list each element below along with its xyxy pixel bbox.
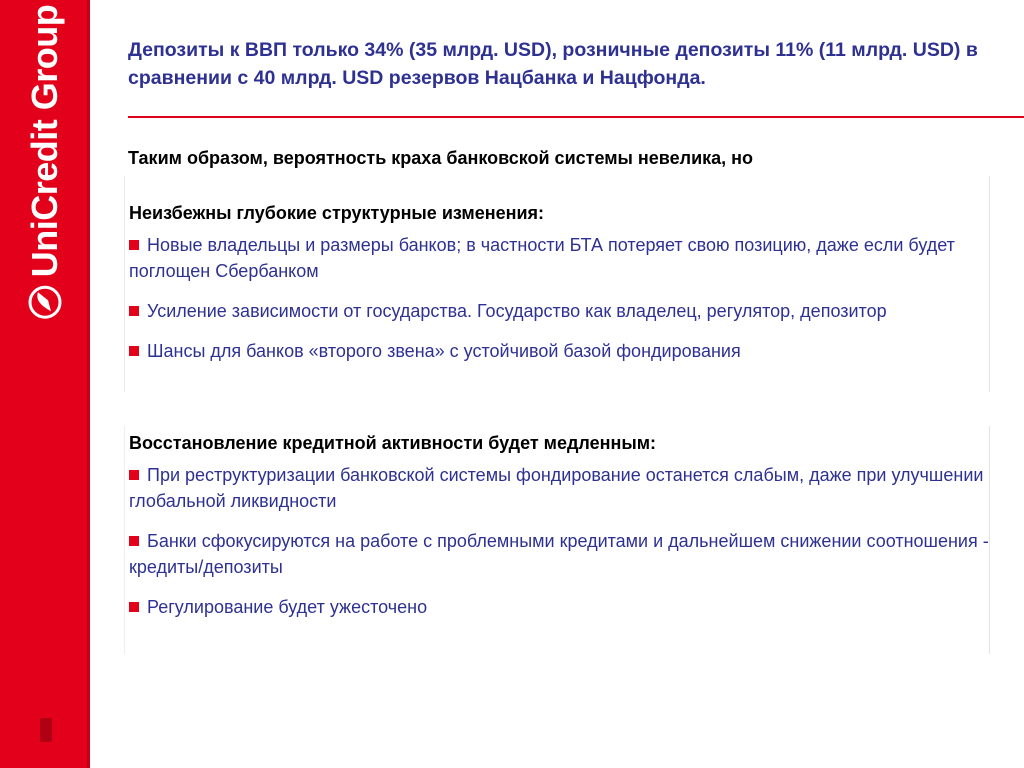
unicredit-emblem-icon <box>28 285 62 319</box>
bullet-item <box>129 338 989 364</box>
unicredit-logo <box>24 5 66 319</box>
section-heading: Восстановление кредитной активности будет медленным: <box>129 433 657 453</box>
sidebar-decoration-mark <box>40 718 52 742</box>
bullet-item <box>129 594 989 620</box>
slide-title: Депозиты к ВВП только 34% (35 млрд. USD), розничные депозиты 11% (11 млрд. USD) в сравнении с 40 млрд. USD резервов Нацбанка и Нацфонда. <box>128 39 978 89</box>
section-structural-changes <box>124 176 990 392</box>
bullet-list <box>125 462 989 620</box>
brand-sidebar <box>0 0 90 768</box>
bullet-square-icon <box>129 470 139 480</box>
bullet-text: Новые владельцы и размеры банков; в частности БТА потеряет свою позицию, даже если будет поглощен Сбербанком <box>129 235 955 281</box>
bullet-text: Банки сфокусируются на работе с проблемными кредитами и дальнейшем снижении соотношения - кредиты/депозиты <box>129 531 989 577</box>
title-divider <box>128 116 1024 118</box>
bullet-item <box>129 462 989 514</box>
bullet-square-icon <box>129 602 139 612</box>
section-credit-recovery <box>124 426 990 654</box>
lead-statement: Таким образом, вероятность краха банковской системы невелика, но <box>128 148 754 168</box>
logo-text: UniCredit Group <box>24 4 65 278</box>
bullet-text: Шансы для банков «второго звена» с устойчивой базой фондирования <box>147 341 741 361</box>
bullet-text: При реструктуризации банковской системы фондирование останется слабым, даже при улучшении глобальной ликвидности <box>129 465 984 511</box>
bullet-square-icon <box>129 240 139 250</box>
section-heading: Неизбежны глубокие структурные изменения: <box>129 203 545 223</box>
bullet-square-icon <box>129 306 139 316</box>
bullet-square-icon <box>129 536 139 546</box>
bullet-text: Усиление зависимости от государства. Государство как владелец, регулятор, депозитор <box>147 301 887 321</box>
bullet-text: Регулирование будет ужесточено <box>147 597 428 617</box>
bullet-square-icon <box>129 346 139 356</box>
bullet-item <box>129 232 989 284</box>
bullet-item <box>129 528 989 580</box>
bullet-item <box>129 298 989 324</box>
bullet-list <box>125 232 989 364</box>
